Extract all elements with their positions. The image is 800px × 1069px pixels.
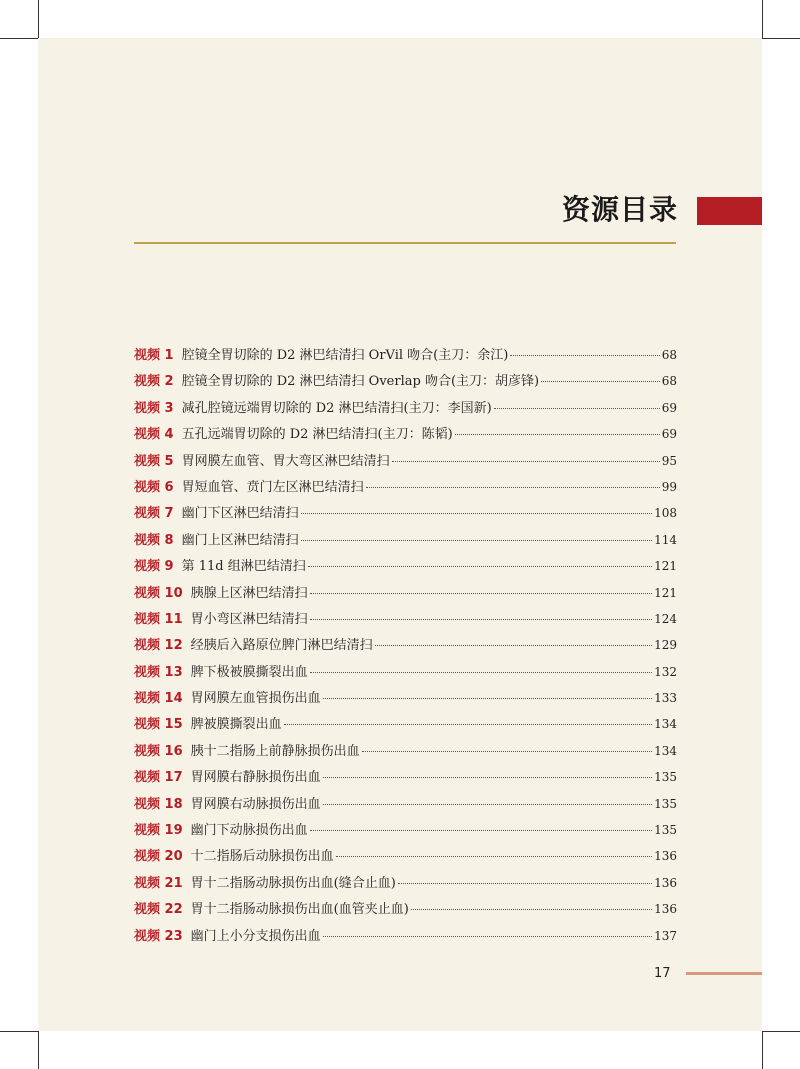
toc-entry-label: 视频 9: [134, 559, 174, 575]
toc-entry[interactable]: [134, 555, 677, 581]
crop-mark: [38, 0, 39, 38]
toc-entry[interactable]: [134, 898, 677, 924]
toc-leader-dots: [301, 513, 653, 514]
title-divider: [134, 242, 676, 244]
toc-entry-label: 视频 3: [134, 400, 174, 416]
toc-leader-dots: [411, 909, 652, 910]
toc-entry-title: 幽门下动脉损伤出血: [190, 823, 308, 839]
toc-entry-page: 95: [661, 453, 677, 468]
toc-entry-page: 69: [661, 427, 677, 442]
crop-mark: [0, 1031, 38, 1032]
toc-entry-page: 68: [661, 348, 677, 362]
toc-entry-title: 胃十二指肠动脉损伤出血(缝合止血): [190, 875, 396, 891]
title-accent-block: [697, 197, 762, 225]
crop-mark: [762, 1031, 763, 1069]
toc-entry-page: 136: [654, 902, 677, 917]
toc-leader-dots: [510, 355, 659, 356]
toc-entry[interactable]: [134, 872, 677, 898]
toc-entry-label: 视频 19: [134, 823, 183, 839]
toc-entry[interactable]: [134, 819, 677, 845]
toc-leader-dots: [284, 724, 652, 725]
title-area: [0, 190, 800, 230]
toc-leader-dots: [310, 672, 652, 673]
toc-entry-page: 69: [661, 400, 677, 415]
toc-entry-page: 129: [654, 638, 677, 653]
toc-entry-label: 视频 21: [134, 875, 183, 891]
toc-entry-title: 腔镜全胃切除的 D2 淋巴结清扫 OrVil 吻合(主刀：余江): [181, 348, 509, 363]
toc-entry-title: 胃十二指肠动脉损伤出血(血管夹止血): [190, 902, 409, 918]
footer-accent-bar: [686, 972, 762, 975]
toc-entry-title: 减孔腔镜远端胃切除的 D2 淋巴结清扫(主刀：李国新): [181, 400, 492, 416]
toc-leader-dots: [494, 408, 660, 409]
toc-entry-label: 视频 23: [134, 928, 183, 944]
toc-entry-page: 121: [654, 559, 677, 574]
toc-entry-title: 胃网膜右静脉损伤出血: [190, 770, 321, 786]
toc-entry-page: 137: [654, 928, 677, 943]
page-title: 资源目录: [561, 193, 678, 226]
toc-entry[interactable]: [134, 661, 677, 687]
toc-entry-title: 幽门上小分支损伤出血: [190, 928, 321, 944]
toc-entry-title: 胃短血管、贲门左区淋巴结清扫: [181, 479, 364, 495]
toc-entry[interactable]: [134, 370, 677, 396]
toc-entry[interactable]: [134, 925, 677, 951]
toc-leader-dots: [336, 856, 652, 857]
toc-entry-title: 第 11d 组淋巴结清扫: [181, 559, 306, 575]
toc-leader-dots: [308, 566, 652, 567]
toc-entry[interactable]: [134, 476, 677, 502]
toc-entry-page: 134: [654, 743, 677, 758]
toc-entry[interactable]: [134, 529, 677, 555]
toc-entry[interactable]: [134, 740, 677, 766]
toc-entry-page: 136: [654, 849, 677, 864]
toc-entry[interactable]: [134, 582, 677, 608]
toc-leader-dots: [323, 804, 652, 805]
toc-entry-page: 136: [654, 875, 677, 890]
toc-entry[interactable]: [134, 766, 677, 792]
toc-list: [134, 344, 677, 951]
toc-entry-page: 99: [661, 479, 677, 494]
toc-entry-title: 经胰后入路原位脾门淋巴结清扫: [190, 638, 373, 654]
toc-entry-title: 腔镜全胃切除的 D2 淋巴结清扫 Overlap 吻合(主刀：胡彦锋): [181, 374, 540, 390]
toc-entry[interactable]: [134, 397, 677, 423]
crop-mark: [762, 0, 763, 38]
toc-entry-title: 脾下极被膜撕裂出血: [190, 664, 308, 680]
toc-entry-page: 135: [654, 823, 677, 838]
toc-leader-dots: [398, 883, 652, 884]
toc-entry-title: 胃网膜左血管、胃大弯区淋巴结清扫: [181, 453, 390, 469]
toc-entry[interactable]: [134, 423, 677, 449]
toc-entry-label: 视频 16: [134, 743, 183, 759]
toc-entry[interactable]: [134, 634, 677, 660]
toc-entry-title: 胃网膜左血管损伤出血: [190, 691, 321, 707]
toc-entry-page: 132: [654, 664, 677, 679]
toc-entry-label: 视频 2: [134, 374, 174, 390]
toc-entry-label: 视频 12: [134, 638, 183, 654]
toc-leader-dots: [366, 487, 660, 488]
toc-entry[interactable]: [134, 713, 677, 739]
toc-leader-dots: [310, 619, 652, 620]
toc-entry-title: 幽门上区淋巴结清扫: [181, 532, 299, 548]
toc-entry-page: 135: [654, 770, 677, 785]
toc-entry-page: 68: [661, 374, 677, 389]
toc-entry-title: 幽门下区淋巴结清扫: [181, 506, 299, 522]
toc-entry-label: 视频 17: [134, 770, 183, 786]
toc-entry-title: 脾被膜撕裂出血: [190, 717, 282, 733]
toc-leader-dots: [310, 593, 652, 594]
toc-leader-dots: [323, 777, 652, 778]
toc-entry-label: 视频 8: [134, 532, 174, 548]
toc-entry[interactable]: [134, 845, 677, 871]
toc-leader-dots: [362, 751, 652, 752]
toc-leader-dots: [455, 434, 660, 435]
toc-entry[interactable]: [134, 793, 677, 819]
toc-entry-title: 十二指肠后动脉损伤出血: [190, 849, 334, 865]
toc-leader-dots: [323, 936, 652, 937]
toc-entry[interactable]: [134, 687, 677, 713]
toc-entry-label: 视频 13: [134, 664, 183, 680]
toc-entry-page: 124: [654, 611, 677, 626]
crop-mark: [762, 1031, 800, 1032]
toc-entry-label: 视频 14: [134, 691, 183, 707]
toc-entry-label: 视频 20: [134, 849, 183, 865]
toc-entry-title: 胰十二指肠上前静脉损伤出血: [190, 743, 360, 759]
toc-entry-page: 133: [654, 691, 677, 706]
toc-leader-dots: [323, 698, 652, 699]
toc-entry-page: 135: [654, 796, 677, 811]
toc-entry-title: 胰腺上区淋巴结清扫: [190, 585, 308, 601]
page-number: 17: [654, 966, 671, 981]
toc-entry-label: 视频 18: [134, 796, 183, 812]
toc-entry-page: 121: [654, 585, 677, 600]
crop-mark: [0, 38, 38, 39]
toc-entry-label: 视频 15: [134, 717, 183, 733]
toc-entry[interactable]: [134, 608, 677, 634]
toc-entry-label: 视频 7: [134, 506, 174, 522]
toc-entry-title: 胃网膜右动脉损伤出血: [190, 796, 321, 812]
toc-entry-title: 五孔远端胃切除的 D2 淋巴结清扫(主刀：陈韬): [181, 427, 453, 443]
toc-entry-page: 108: [654, 506, 677, 521]
toc-entry-page: 134: [654, 717, 677, 732]
toc-leader-dots: [375, 645, 652, 646]
crop-mark: [38, 1031, 39, 1069]
toc-entry[interactable]: [134, 450, 677, 476]
toc-entry-label: 视频 22: [134, 902, 183, 918]
crop-mark: [762, 38, 800, 39]
toc-entry-title: 胃小弯区淋巴结清扫: [190, 611, 308, 627]
toc-leader-dots: [541, 381, 660, 382]
toc-entry-page: 114: [654, 532, 677, 547]
toc-entry-label: 视频 11: [134, 611, 183, 627]
toc-entry[interactable]: [134, 502, 677, 528]
toc-leader-dots: [310, 830, 652, 831]
toc-entry-label: 视频 1: [134, 348, 174, 363]
toc-entry-label: 视频 6: [134, 479, 174, 495]
toc-entry-label: 视频 5: [134, 453, 174, 469]
toc-leader-dots: [301, 540, 653, 541]
toc-entry-label: 视频 4: [134, 427, 174, 443]
toc-leader-dots: [392, 461, 660, 462]
toc-entry-label: 视频 10: [134, 585, 183, 601]
toc-entry[interactable]: [134, 344, 677, 370]
